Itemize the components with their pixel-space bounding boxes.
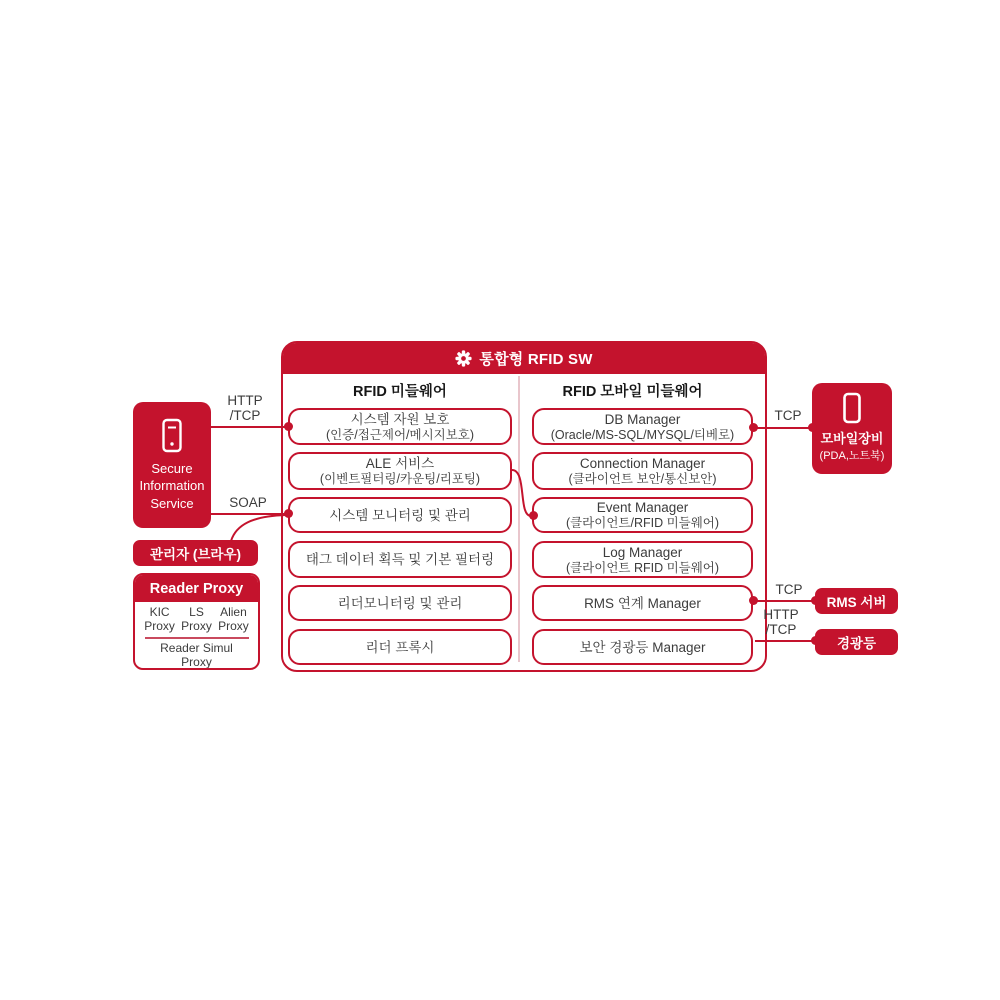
label-http-tcp-left [222, 393, 268, 423]
box-label: 리더 프록시 [365, 639, 435, 655]
proxy-divider [145, 637, 249, 639]
proxy-item-ls [181, 606, 212, 633]
box-label: Connection Manager [579, 456, 706, 471]
box-system-monitoring [288, 497, 512, 533]
phone-icon [841, 392, 863, 424]
reader-simul-proxy [135, 642, 258, 669]
connector-sis-http-tcp [211, 426, 289, 428]
connector-dot [284, 422, 293, 431]
proxy-item-kic [144, 606, 175, 633]
secure-information-service-box [133, 402, 211, 528]
proxy-name: Proxy [144, 618, 175, 633]
box-label: Log Manager [602, 544, 683, 560]
label-line: /TCP [229, 408, 261, 423]
connector-dot [749, 596, 758, 605]
column-header-rfid-middleware: RFID 미들웨어 [353, 384, 447, 400]
box-label: 리더모니터링 및 관리 [337, 595, 463, 611]
connector-dot [749, 423, 758, 432]
box-sublabel: (Oracle/MS-SQL/MYSQL/티베로) [550, 427, 735, 442]
proxy-name: Proxy [181, 654, 212, 669]
box-label: 태그 데이터 획득 및 기본 필터링 [305, 552, 495, 567]
rms-server-label: RMS 서버 [826, 595, 887, 610]
panel-title-bar [283, 343, 765, 374]
beacon-box [815, 629, 898, 655]
box-label: Event Manager [596, 500, 689, 515]
admin-label: 관리자 (브라우) [150, 547, 241, 562]
rms-server-box [815, 588, 898, 614]
reader-proxy-box [133, 573, 260, 670]
label-tcp-mobile: TCP [774, 408, 802, 423]
gear-icon [455, 350, 472, 367]
mobile-device-sublabel: (PDA,노트북) [819, 449, 885, 462]
proxy-name: LS [189, 605, 204, 619]
box-security-beacon-manager [532, 629, 753, 665]
connector-db-mobile-tcp [753, 427, 813, 429]
box-log-manager [532, 541, 753, 578]
column-header-rfid-mobile-middleware: RFID 모바일 미들웨어 [562, 384, 703, 400]
proxy-name: Proxy [218, 618, 249, 633]
box-label: 시스템 자원 보호 [350, 411, 450, 427]
sis-label-line: Service [150, 495, 194, 511]
label-line: HTTP [227, 393, 263, 408]
box-system-resource-protection [288, 408, 512, 445]
box-ale-service [288, 452, 512, 490]
box-tag-data-acquisition [288, 541, 512, 578]
server-icon [159, 418, 185, 454]
proxy-name: KIC [149, 605, 170, 619]
label-line: HTTP [763, 607, 799, 622]
proxy-name: Alien [220, 605, 247, 619]
mobile-device-label: 모바일장비 [820, 431, 884, 446]
admin-browser-box [133, 540, 258, 566]
connector-beacon-http-tcp [755, 640, 816, 642]
mobile-device-box [812, 383, 892, 474]
box-reader-monitoring [288, 585, 512, 621]
connector-dot [811, 596, 820, 605]
connector-admin-to-monitoring [231, 515, 286, 541]
connector-dot [284, 509, 293, 518]
label-soap: SOAP [229, 495, 267, 510]
reader-proxy-header: Reader Proxy [135, 575, 258, 602]
beacon-label: 경광등 [836, 636, 877, 651]
connector-dot [811, 636, 820, 645]
panel-title: 통합형 RFID SW [479, 351, 593, 368]
box-sublabel: (인증/접근제어/메시지보호) [325, 427, 475, 442]
box-sublabel: (클라이언트 보안/통신보안) [568, 472, 717, 486]
sis-label-line: Secure [151, 460, 193, 476]
connector-dot [808, 423, 817, 432]
box-sublabel: (클라이언트 RFID 미들웨어) [565, 560, 720, 575]
sis-label-line: Information [139, 478, 205, 494]
label-http-tcp-beacon [758, 607, 804, 637]
connector-dot [529, 511, 538, 520]
box-label: RMS 연계 Manager [584, 595, 701, 611]
box-rms-link-manager [532, 585, 753, 621]
box-label: DB Manager [604, 411, 681, 427]
box-label: 보안 경광등 Manager [579, 639, 706, 655]
box-db-manager [532, 408, 753, 445]
box-label: ALE 서비스 [365, 456, 435, 471]
connector-rms-tcp [753, 600, 816, 602]
box-reader-proxy-module [288, 629, 512, 665]
connector-sis-soap [211, 513, 289, 515]
proxy-item-alien [218, 606, 249, 633]
label-tcp-rms: TCP [775, 582, 803, 597]
proxy-columns [135, 602, 258, 633]
label-line: /TCP [765, 622, 797, 637]
box-sublabel: (클라이언트/RFID 미들웨어) [565, 516, 720, 530]
box-label: 시스템 모니터링 및 관리 [329, 507, 471, 523]
column-divider [518, 376, 520, 662]
proxy-name: Reader Simul [160, 641, 233, 655]
box-sublabel: (이벤트필터링/카운팅/리포팅) [319, 472, 481, 486]
box-event-manager [532, 497, 753, 533]
box-connection-manager [532, 452, 753, 490]
proxy-name: Proxy [181, 618, 212, 633]
